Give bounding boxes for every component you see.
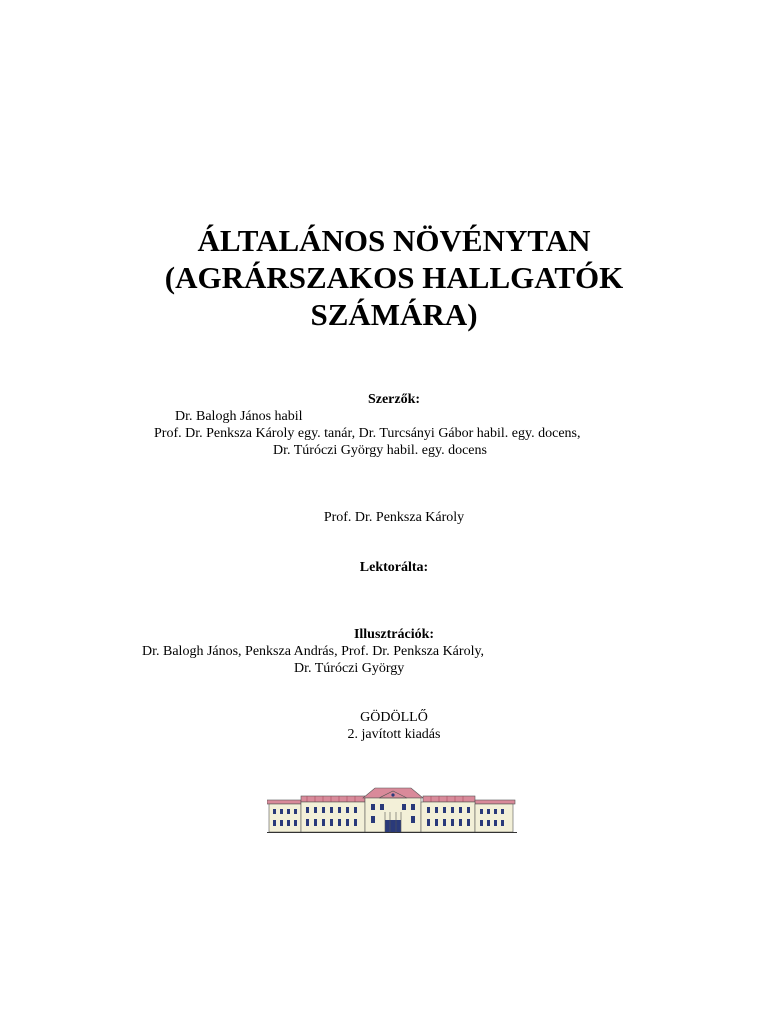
- reviewer-heading: Lektorálta:: [359, 560, 429, 575]
- illustrations-line-1: Dr. Balogh János, Penksza András, Prof. Dr. Penksza Károly,: [142, 644, 485, 659]
- university-building-icon: [267, 786, 519, 834]
- authors-heading: Szerzők:: [367, 392, 421, 407]
- illustrations-heading: Illusztrációk:: [353, 627, 435, 642]
- title-line-1: ÁLTALÁNOS NÖVÉNYTAN: [197, 223, 591, 258]
- author-line-3: Dr. Túróczi György habil. egy. docens: [273, 443, 487, 458]
- imprint-edition: 2. javított kiadás: [347, 727, 441, 742]
- title-line-2: (AGRÁRSZAKOS HALLGATÓK: [164, 260, 624, 295]
- title-line-3: SZÁMÁRA): [310, 297, 478, 332]
- author-line-2: Prof. Dr. Penksza Károly egy. tanár, Dr. Turcsányi Gábor habil. egy. docens,: [154, 426, 581, 441]
- illustrations-line-2: Dr. Túróczi György: [294, 661, 405, 676]
- author-line-1: Dr. Balogh János habil: [175, 409, 303, 424]
- editor-name: Prof. Dr. Penksza Károly: [323, 510, 465, 525]
- imprint-city: GÖDÖLLŐ: [360, 710, 428, 725]
- document-title: [0, 222, 768, 333]
